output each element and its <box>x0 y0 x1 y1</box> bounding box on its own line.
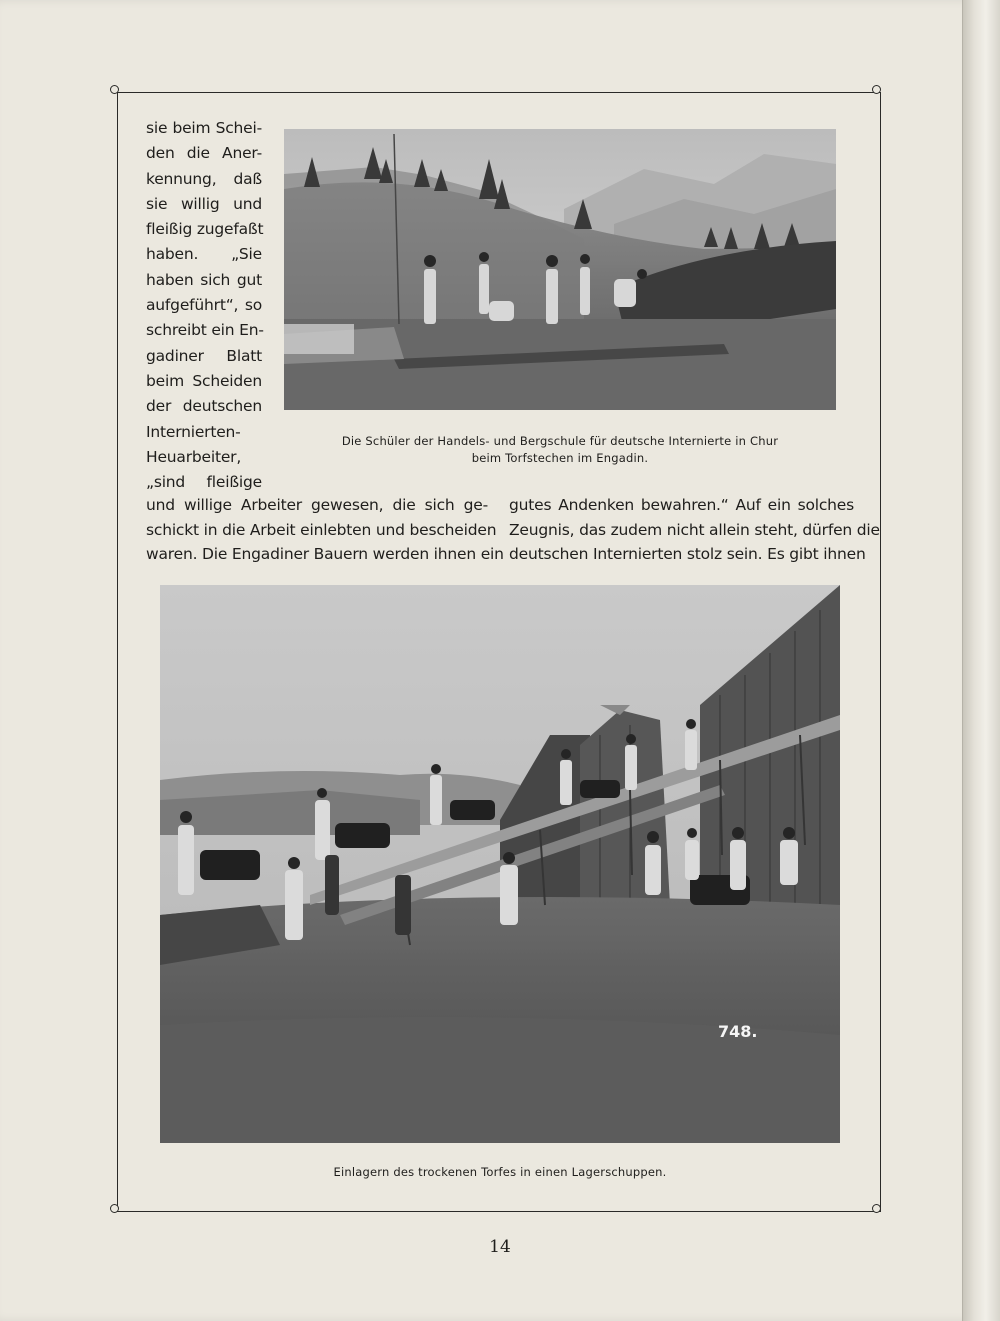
text-line: der deutschen <box>146 397 262 416</box>
text-line: waren. Die Engadiner Bauern werden ihnen ein <box>146 545 504 563</box>
caption-line: Die Schüler der Handels- und Bergschule für deutsche Internierte in Chur <box>341 434 779 448</box>
caption-line: beim Torfstechen im Engadin. <box>471 451 649 465</box>
text-line: kennung, daß <box>146 169 262 188</box>
text-line: fleißig zugefaßt <box>146 220 264 239</box>
text-line: „sind fleißige <box>146 473 262 492</box>
text-column-left <box>146 493 504 567</box>
frame-corner-ornament <box>872 1204 881 1213</box>
text-column-right <box>509 493 880 567</box>
text-line: und willige Arbeiter gewesen, die sich ge- <box>146 496 488 514</box>
text-line: haben sich gut <box>146 270 262 289</box>
text-line: den die Aner- <box>146 144 262 163</box>
text-line: haben. „Sie <box>146 245 262 264</box>
photo-number-mark: 748. <box>718 1022 758 1041</box>
text-line: schickt in die Arbeit einlebten und bescheiden <box>146 520 497 539</box>
frame-corner-ornament <box>110 1204 119 1213</box>
text-line: beim Scheiden <box>146 371 262 390</box>
frame-corner-ornament <box>872 85 881 94</box>
caption-top-photo <box>284 433 836 467</box>
photo-peat-storage-shed <box>160 585 840 1143</box>
narrow-text-column <box>146 116 262 495</box>
text-line: gutes Andenken bewahren.“ Auf ein solches <box>509 496 854 514</box>
photo-peat-cutting <box>284 129 836 410</box>
text-line: sie willig und <box>146 194 262 213</box>
text-line: sie beim Schei- <box>146 119 262 137</box>
text-line: schreibt ein En- <box>146 321 264 340</box>
text-line: Zeugnis, das zudem nicht allein steht, dürfen die <box>509 520 880 539</box>
page-binding-edge <box>962 0 1000 1321</box>
frame-corner-ornament <box>110 85 119 94</box>
text-line: deutschen Internierten stolz sein. Es gibt ihnen <box>509 545 866 563</box>
text-line: gadiner Blatt <box>146 346 262 365</box>
caption-bottom-photo: Einlagern des trockenen Torfes in einen Lagerschuppen. <box>333 1165 667 1179</box>
text-line: Internierten- <box>146 422 241 441</box>
text-line: aufgeführt“, so <box>146 296 262 315</box>
page-number: 14 <box>489 1237 511 1257</box>
text-line: Heuarbeiter, <box>146 447 242 466</box>
